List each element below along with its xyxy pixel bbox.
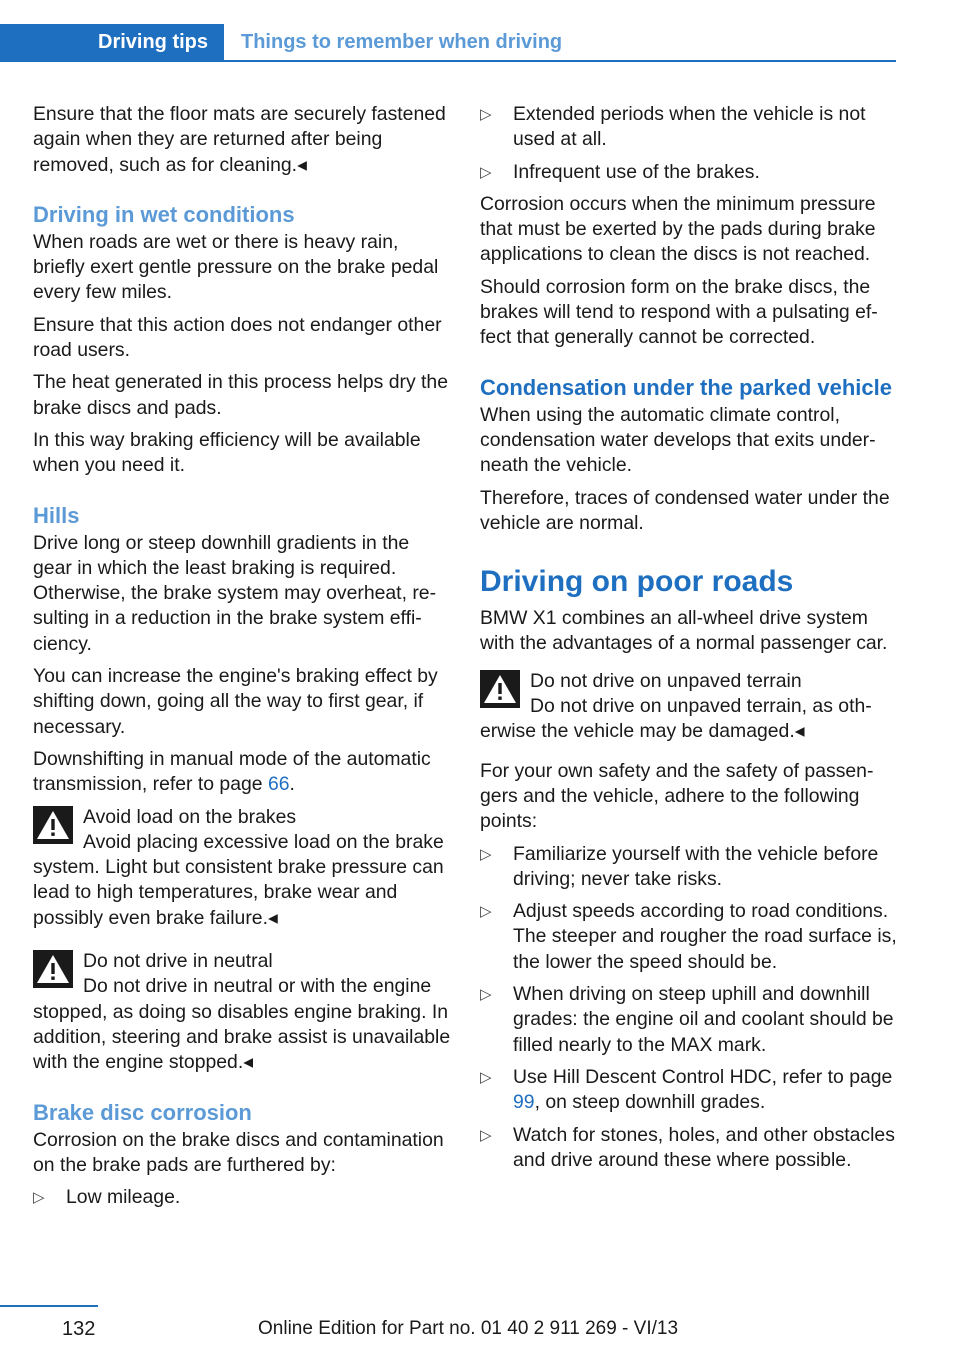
triangle-bullet-icon: ▷ [480, 163, 492, 181]
corrosion-bullet-list [33, 1185, 451, 1210]
wet-paragraph-2: Ensure that this action does not endanger other road users. [33, 313, 442, 362]
header-tabbar [0, 24, 896, 62]
hills-paragraph-2: You can increase the engine's braking effect by shifting down, going all the way to first gear, if necessary. [33, 665, 438, 738]
warning-brake-load [33, 805, 451, 931]
warning-neutral-body: Do not drive in neutral or with the engine stopped, as doing so disables engine braking. In addition, steering and brake assist is unavailable with the engine stopped.◂ [33, 975, 451, 1074]
list-item-text: Infrequent use of the brakes. [513, 160, 760, 183]
wet-paragraph-3: The heat generated in this process helps dry the brake discs and pads. [33, 371, 448, 419]
condensation-paragraph-2: Therefore, traces of condensed water under the vehicle are normal. [480, 486, 890, 534]
floor-mats-paragraph: Ensure that the floor mats are securely fastened again when they are returned after being removed, such as for cleaning.◂ [33, 103, 446, 176]
hdc-text: Use Hill Descent Control HDC, refer to page [513, 1065, 893, 1088]
heading-condensation: Condensation under the parked vehicle [480, 374, 892, 400]
heading-hills: Hills [33, 502, 80, 528]
hills-paragraph-3-text: Downshifting in manual mode of the automatic transmission, refer to page [33, 747, 431, 796]
triangle-bullet-icon: ▷ [480, 1068, 492, 1086]
list-item [480, 982, 898, 1058]
warning-brake-load-body: Avoid placing excessive load on the brake system. Light but consistent brake pressure can lead to high temperatures, brake wear and possibly even brake failure.◂ [33, 830, 444, 929]
edition-note: Online Edition for Part no. 01 40 2 911 269 - VI/13 [258, 1318, 679, 1339]
heading-wet-conditions: Driving in wet conditions [33, 201, 295, 227]
tab-things-to-remember[interactable]: Things to remember when driving [241, 31, 563, 53]
list-item [480, 102, 898, 153]
warning-unpaved-body: Do not drive on unpaved terrain, as otherwise the vehicle may be damaged.◂ [480, 695, 872, 743]
tab-driving-tips[interactable]: Driving tips [0, 24, 224, 60]
triangle-bullet-icon: ▷ [33, 1189, 45, 1207]
list-item-text: Adjust speeds according to road conditions. The steeper and rougher the road surface is, the lower the speed should be. [513, 900, 897, 973]
warning-triangle-icon [480, 670, 520, 708]
poor-roads-paragraph-2: For your own safety and the safety of passengers and the vehicle, adhere to the following points: [480, 759, 874, 833]
list-item-text: Watch for stones, holes, and other obstacles and drive around these where possible. [513, 1123, 895, 1171]
corrosion-bullet-list-continued [480, 102, 898, 185]
corrosion-paragraph-3: Should corrosion form on the brake discs, the brakes will tend to respond with a pulsating effect that generally cannot be corrected. [480, 275, 878, 349]
list-item [480, 899, 898, 975]
hills-paragraph-3 [33, 747, 451, 798]
wet-paragraph-1: When roads are wet or there is heavy rain, briefly exert gentle pressure on the brake pedal every few miles. [33, 230, 439, 304]
list-item-text: Low mileage. [66, 1186, 181, 1209]
page-number: 132 [62, 1318, 96, 1340]
footer-divider [0, 1305, 98, 1307]
warning-unpaved-terrain [480, 669, 898, 745]
heading-brake-disc-corrosion: Brake disc corrosion [33, 1099, 252, 1125]
list-item-text: Extended periods when the vehicle is not used at all. [513, 103, 866, 151]
poor-roads-paragraph-1: BMW X1 combines an all-wheel drive system with the advantages of a normal passenger car. [480, 607, 888, 655]
hills-paragraph-3-end: . [289, 773, 295, 796]
list-item-text: When driving on steep uphill and downhill grades: the engine oil and coolant should be filled nearly to the MAX mark. [513, 983, 894, 1056]
triangle-bullet-icon: ▷ [480, 903, 492, 921]
list-item [480, 1065, 898, 1116]
warning-triangle-icon [33, 806, 73, 844]
list-item [480, 160, 898, 185]
wet-paragraph-4: In this way braking efficiency will be available when you need it. [33, 428, 421, 477]
warning-unpaved-title: Do not drive on unpaved terrain [530, 669, 802, 692]
heading-poor-roads: Driving on poor roads [480, 565, 794, 599]
list-item-text [513, 1066, 892, 1113]
corrosion-paragraph-2: Corrosion occurs when the minimum pressure that must be exerted by the pads during brake applications to clean the discs is not reached. [480, 192, 876, 266]
triangle-bullet-icon: ▷ [480, 1126, 492, 1144]
triangle-bullet-icon: ▷ [480, 106, 492, 123]
warning-brake-load-title: Avoid load on the brakes [83, 805, 297, 828]
triangle-bullet-icon: ▷ [480, 986, 492, 1004]
page-link-66[interactable]: 66 [267, 773, 290, 796]
left-column [33, 102, 451, 1217]
list-item-text: Familiarize yourself with the vehicle before driving; never take risks. [513, 842, 879, 890]
triangle-bullet-icon: ▷ [480, 845, 492, 863]
page-link-99[interactable]: 99 [513, 1091, 535, 1114]
poor-roads-bullet-list [480, 842, 898, 1174]
list-item [480, 842, 898, 893]
corrosion-paragraph-1: Corrosion on the brake discs and contamination on the brake pads are furthered by: [33, 1128, 444, 1176]
hdc-text-end: , on steep downhill grades. [534, 1091, 766, 1114]
hills-paragraph-1: Drive long or steep downhill gradients in the gear in which the least braking is required. Otherwise, the brake system may overheat, resulting in a reduction in the brake system efficiency. [33, 531, 437, 655]
list-item [480, 1123, 898, 1174]
list-item [33, 1185, 451, 1210]
warning-triangle-icon [33, 950, 73, 988]
warning-neutral-title: Do not drive in neutral [83, 950, 273, 973]
condensation-paragraph-1: When using the automatic climate control, condensation water develops that exits underneath the vehicle. [480, 403, 876, 477]
right-column [480, 102, 898, 1180]
warning-neutral [33, 949, 451, 1075]
